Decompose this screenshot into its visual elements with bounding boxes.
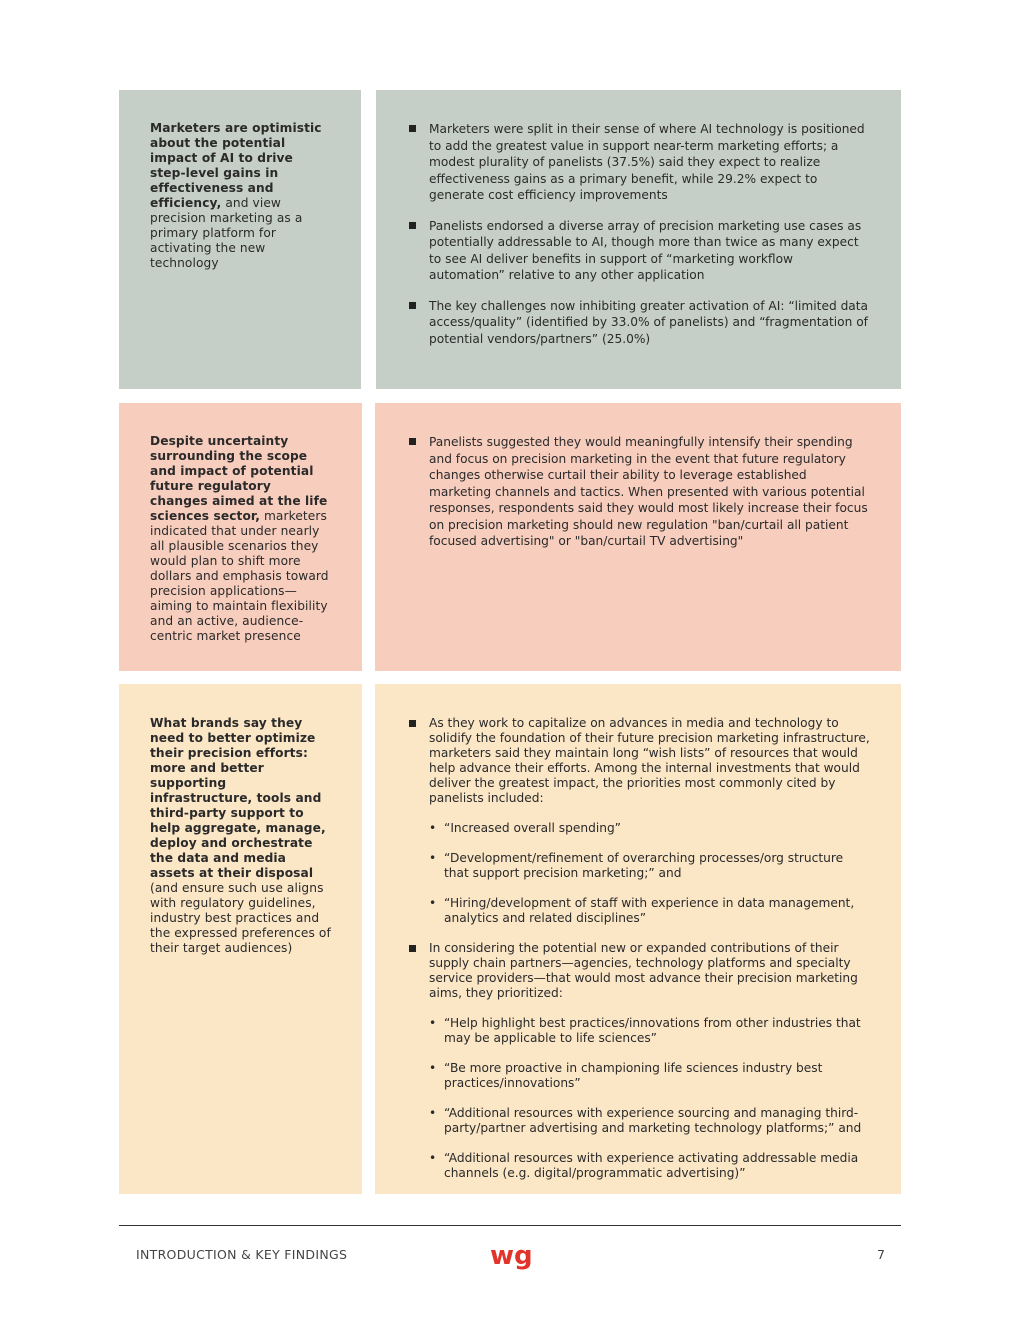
section2-details-panel <box>375 403 901 671</box>
section1-summary-panel <box>119 90 361 389</box>
sub-bullet-text: “Help highlight best practices/innovations from other industries that may be applicable to life sciences” <box>444 1016 861 1045</box>
section3-details-panel <box>375 684 901 1194</box>
footer-section-label: INTRODUCTION & KEY FINDINGS <box>136 1247 348 1262</box>
internal-investments-list <box>429 821 871 926</box>
dot-bullet-icon: • <box>429 851 437 865</box>
dot-bullet-icon: • <box>429 1016 437 1030</box>
bullet-text: Marketers were split in their sense of where AI technology is positioned to add the greatest value in support near-term marketing efforts; a modest plurality of panelists (37.5%) said they expect to realize effectiveness gains as a primary benefit, while 29.2% expect to generate cost efficiency improvements <box>429 122 865 202</box>
page-number: 7 <box>877 1247 885 1262</box>
dot-bullet-icon: • <box>429 1151 437 1165</box>
square-bullet-icon <box>409 125 416 132</box>
section1-summary-rest: and view precision marketing as a primary platform for activating the new technology <box>150 196 303 270</box>
dot-bullet-icon: • <box>429 1106 437 1120</box>
sub-bullet-text: “Increased overall spending” <box>444 821 621 835</box>
section2-summary-panel <box>119 403 362 671</box>
bullet-text: As they work to capitalize on advances in media and technology to solidify the foundation of their future precision marketing infrastructure, marketers said they maintain long “wish lists” of resources that would help advance their efforts. Among the internal investments that would deliver the greatest impact, the priorities most commonly cited by panelists included: <box>429 716 870 805</box>
sub-bullet-text: “Hiring/development of staff with experience in data management, analytics and related disciplines” <box>444 896 855 925</box>
sub-bullet-text: “Additional resources with experience activating addressable media channels (e.g. digital/programmatic advertising)” <box>444 1151 859 1180</box>
section2-bullet-1 <box>409 434 871 550</box>
section3-summary-panel <box>119 684 362 1194</box>
square-bullet-icon <box>409 222 416 229</box>
bullet-text: In considering the potential new or expanded contributions of their supply chain partners—agencies, technology platforms and specialty service providers—that would most advance their precision marketing aims, they prioritized: <box>429 941 858 1000</box>
sub-bullet-item <box>429 1016 871 1046</box>
square-bullet-icon <box>409 945 416 952</box>
wg-logo-icon <box>490 1242 532 1282</box>
section1-summary <box>150 121 332 271</box>
bullet-text: The key challenges now inhibiting greater activation of AI: “limited data access/quality” (identified by 33.0% of panelists) and “fragmentation of potential vendors/partners” (25.0%) <box>429 298 869 346</box>
section3-bullet-list <box>409 716 871 1181</box>
section1-summary-bold: Marketers are optimistic about the potential impact of AI to drive step-level gains in effectiveness and efficiency, <box>150 121 322 210</box>
square-bullet-icon <box>409 720 416 727</box>
section3-bullet-2 <box>409 941 871 1181</box>
sub-bullet-text: “Development/refinement of overarching processes/org structure that support precision marketing;” and <box>444 851 844 880</box>
section2-bullet-list <box>409 434 871 564</box>
dot-bullet-icon: • <box>429 896 437 910</box>
section3-summary-rest: (and ensure such use aligns with regulatory guidelines, industry best practices and the expressed preferences of their target audiences) <box>150 881 331 955</box>
section3-summary <box>150 716 332 956</box>
dot-bullet-icon: • <box>429 1061 437 1075</box>
section2-summary-rest: marketers indicated that under nearly all plausible scenarios they would plan to shift more dollars and emphasis toward precision applications—aiming to maintain flexibility and an active, audience-centric market presence <box>150 509 329 643</box>
section1-bullet-1 <box>409 121 871 204</box>
sub-bullet-item <box>429 851 871 881</box>
sub-bullet-item <box>429 1106 871 1136</box>
sub-bullet-text: “Be more proactive in championing life sciences industry best practices/innovations” <box>444 1061 823 1090</box>
section2-summary-bold: Despite uncertainty surrounding the scope and impact of potential future regulatory changes aimed at the life sciences sector, <box>150 434 328 523</box>
square-bullet-icon <box>409 302 416 309</box>
dot-bullet-icon: • <box>429 821 437 835</box>
section1-bullet-2 <box>409 218 871 284</box>
bullet-text: Panelists endorsed a diverse array of precision marketing use cases as potentially addressable to AI, though more than twice as many expect to see AI deliver benefits in support of “marketing workflow automation” relative to any other application <box>429 218 862 282</box>
bullet-text: Panelists suggested they would meaningfully intensify their spending and focus on precision marketing in the event that future regulatory changes otherwise curtail their ability to leverage established marketing channels and tactics. When presented with various potential responses, respondents said they would most likely increase their focus on precision marketing should new regulation "ban/curtail all patient focused advertising" or "ban/curtail TV advertising" <box>429 435 868 548</box>
wg-logo-graphic <box>490 1242 532 1278</box>
sub-bullet-item <box>429 1151 871 1181</box>
section1-details-panel <box>376 90 901 389</box>
section1-bullet-3 <box>409 298 871 348</box>
section3-bullet-1 <box>409 716 871 926</box>
sub-bullet-text: “Additional resources with experience sourcing and managing third-party/partner advertising and marketing technology platforms;” and <box>444 1106 862 1135</box>
section3-summary-bold: What brands say they need to better optimize their precision efforts: more and better supporting infrastructure, tools and third-party support to help aggregate, manage, deploy and orchestrate the data and media assets at their disposal <box>150 716 326 880</box>
sub-bullet-item <box>429 896 871 926</box>
footer-divider <box>119 1225 901 1226</box>
partner-priorities-list <box>429 1016 871 1181</box>
sub-bullet-item <box>429 1061 871 1091</box>
sub-bullet-item <box>429 821 871 836</box>
logo-text: wg <box>490 1242 532 1271</box>
section1-bullet-list <box>409 121 871 361</box>
square-bullet-icon <box>409 438 416 445</box>
section2-summary <box>150 434 332 644</box>
